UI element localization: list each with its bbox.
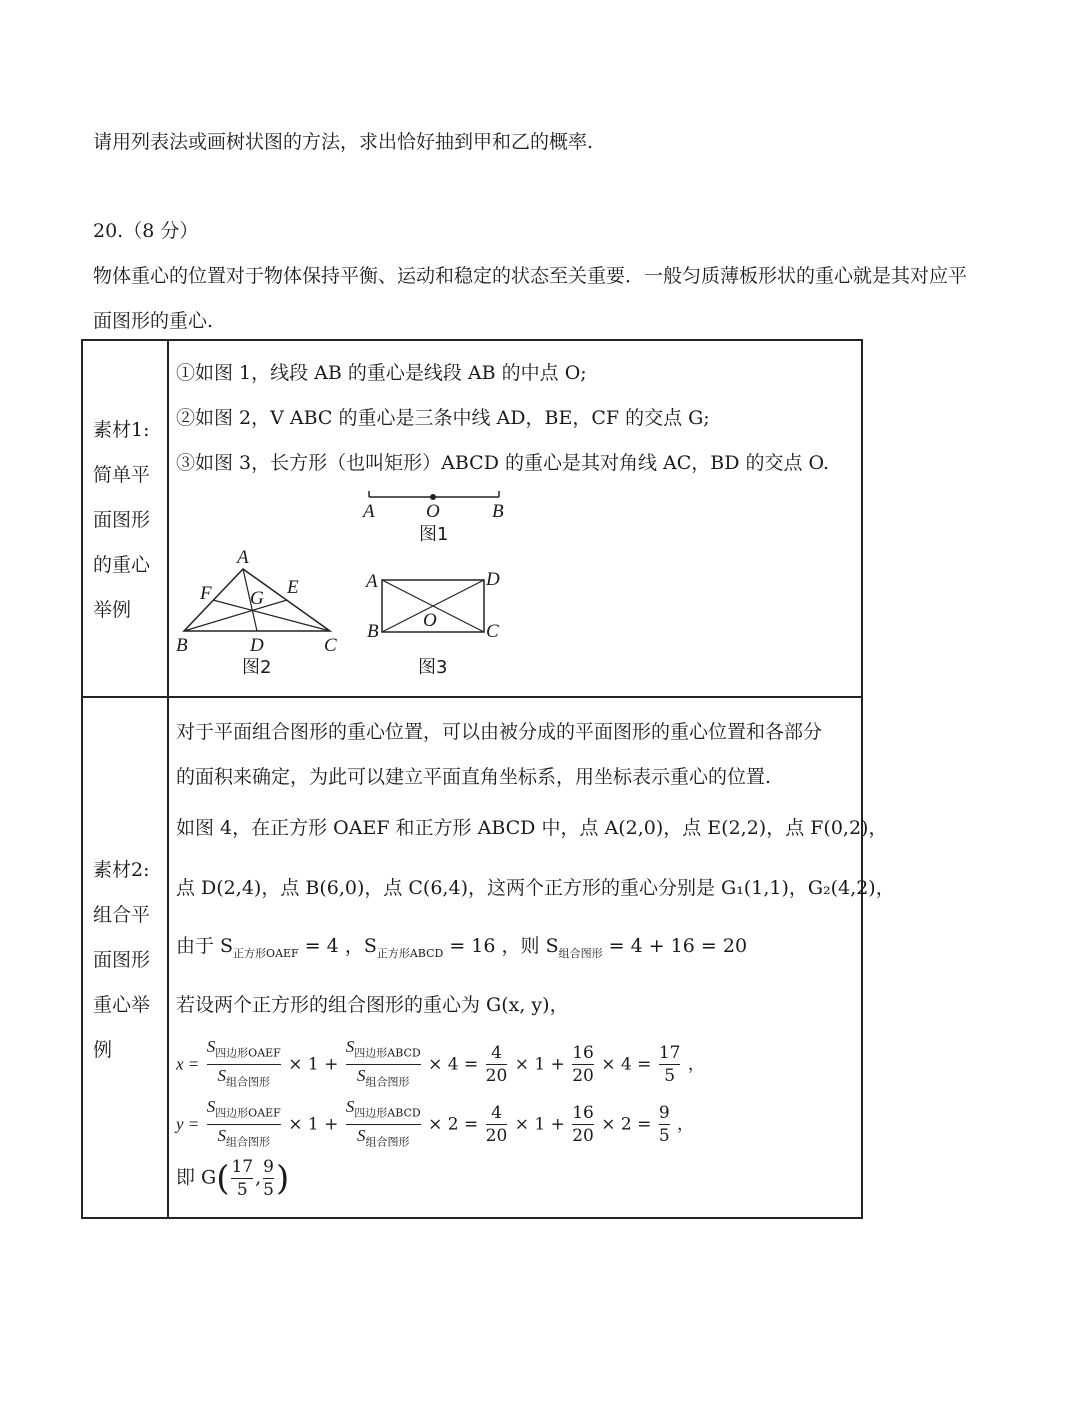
area-text: = 16 ，则 S [443,935,559,957]
material1-label [93,408,159,633]
material1-label-line: 的重心 [93,554,151,576]
fig3-label-a: A [366,571,378,592]
equation-y [176,1096,694,1154]
eq-x-frac-4: $\frac{16}{20}$ [572,1043,594,1087]
area-text: 由于 S [176,935,234,957]
fig2-label-e: E [287,577,299,598]
eq-y-frac-1: $\frac{S_{四边形OAEF}}{S_{组合图形}}$ [206,1097,281,1149]
material2-label-line: 组合平 [93,904,151,926]
eq-x-var: x = [176,1054,200,1074]
area-sub: 正方形OAEF [233,946,299,960]
right-paren: ) [276,1158,290,1199]
eq-y-result: $\frac{9}{5}$ [658,1103,670,1147]
fig1-label-b: B [492,501,504,522]
eq-x-result: $\frac{17}{5}$ [658,1043,681,1087]
area-sub: 组合图形 [558,946,603,960]
result-comma: , [255,1166,262,1189]
figure-2-triangle [170,545,350,680]
eq-y-frac-2: $\frac{S_{四边形ABCD}}{S_{组合图形}}$ [345,1097,421,1149]
question-header: 20.（8 分） [93,220,199,242]
material2-line6: 若设两个正方形的组合图形的重心为 G(x, y)， [176,994,569,1016]
eq-x-frac-3: $\frac{4}{20}$ [485,1043,508,1087]
material2-para2: 的面积来确定，为此可以建立平面直角坐标系，用坐标表示重心的位置. [176,766,772,788]
fig1-label-a: A [363,501,375,522]
equation-x [176,1036,705,1094]
question-paragraph-2: 面图形的重心. [93,310,214,332]
fig2-label-a: A [237,547,249,568]
material2-line3: 如图 4，在正方形 OAEF 和正方形 ABCD 中，点 A(2,0)，点 E(2,2)，点 F(0,2)， [176,817,888,839]
eq-y-end: ， [677,1114,695,1135]
eq-y-op: × 2 = [601,1114,652,1135]
result-prefix: 即 G [176,1166,217,1189]
fig3-label-c: C [486,621,499,642]
fig3-label-b: B [367,621,379,642]
fig1-label-o: O [426,501,440,522]
figure-3-rectangle [360,565,520,680]
eq-x-op: × 1 + [514,1054,565,1075]
fig2-label-d: D [250,635,264,656]
result-x: $\frac{17}{5}$ [231,1157,254,1200]
fig2-label-c: C [324,635,337,656]
eq-y-frac-4: $\frac{16}{20}$ [572,1103,594,1147]
fig3-label-o: O [423,610,437,631]
material2-area-line [176,931,747,961]
eq-x-frac-2: $\frac{S_{四边形ABCD}}{S_{组合图形}}$ [345,1037,421,1089]
material1-item2: ②如图 2，V ABC 的重心是三条中线 AD，BE，CF 的交点 G; [176,407,710,429]
eq-y-op: × 1 + [288,1114,339,1135]
material1-item3: ③如图 3，长方形（也叫矩形）ABCD 的重心是其对角线 AC，BD 的交点 O. [176,452,830,474]
fig2-label-f: F [200,583,212,604]
area-text: = 4 ，S [298,935,377,957]
fig2-caption: 图2 [242,657,272,678]
eq-x-op: × 4 = [601,1054,652,1075]
eq-y-op: × 2 = [428,1114,479,1135]
material2-label-line: 重心举 [93,994,151,1016]
material1-label-line: 简单平 [93,464,151,486]
material2-label-line: 面图形 [93,949,151,971]
fig2-label-b: B [176,635,188,656]
material2-line4: 点 D(2,4)，点 B(6,0)，点 C(6,4)，这两个正方形的重心分别是 G₁(1,1)，G₂(4,2)， [176,877,895,899]
result-line [176,1156,289,1201]
question-paragraph-1: 物体重心的位置对于物体保持平衡、运动和稳定的状态至关重要．一般匀质薄板形状的重心就是其对应平 [93,265,968,287]
eq-x-op: × 4 = [428,1054,479,1075]
material1-label-line: 素材1: [93,419,150,441]
eq-x-end: ， [687,1054,705,1075]
result-y: $\frac{9}{5}$ [263,1157,274,1200]
material1-label-line: 举例 [93,599,132,621]
eq-y-var: y = [176,1114,200,1134]
material2-label-line: 例 [93,1039,113,1061]
fig3-label-d: D [486,569,500,590]
material1-item1: ①如图 1，线段 AB 的重心是线段 AB 的中点 O; [176,362,587,384]
eq-x-op: × 1 + [288,1054,339,1075]
material2-para1: 对于平面组合图形的重心位置，可以由被分成的平面图形的重心位置和各部分 [176,721,823,743]
fig2-label-g: G [250,588,264,609]
fig1-caption: 图1 [419,524,449,545]
material1-label-line: 面图形 [93,509,151,531]
material2-label [93,848,159,1073]
eq-y-frac-3: $\frac{4}{20}$ [485,1103,508,1147]
left-paren: ( [216,1158,230,1199]
intro-line: 请用列表法或画树状图的方法，求出恰好抽到甲和乙的概率. [93,131,594,153]
eq-y-op: × 1 + [514,1114,565,1135]
area-sub: 正方形ABCD [376,946,444,960]
material2-label-line: 素材2: [93,859,150,881]
fig3-caption: 图3 [418,657,448,678]
figure-1-segment [355,485,515,547]
area-text: = 4 + 16 = 20 [602,935,748,957]
eq-x-frac-1: $\frac{S_{四边形OAEF}}{S_{组合图形}}$ [206,1037,281,1089]
